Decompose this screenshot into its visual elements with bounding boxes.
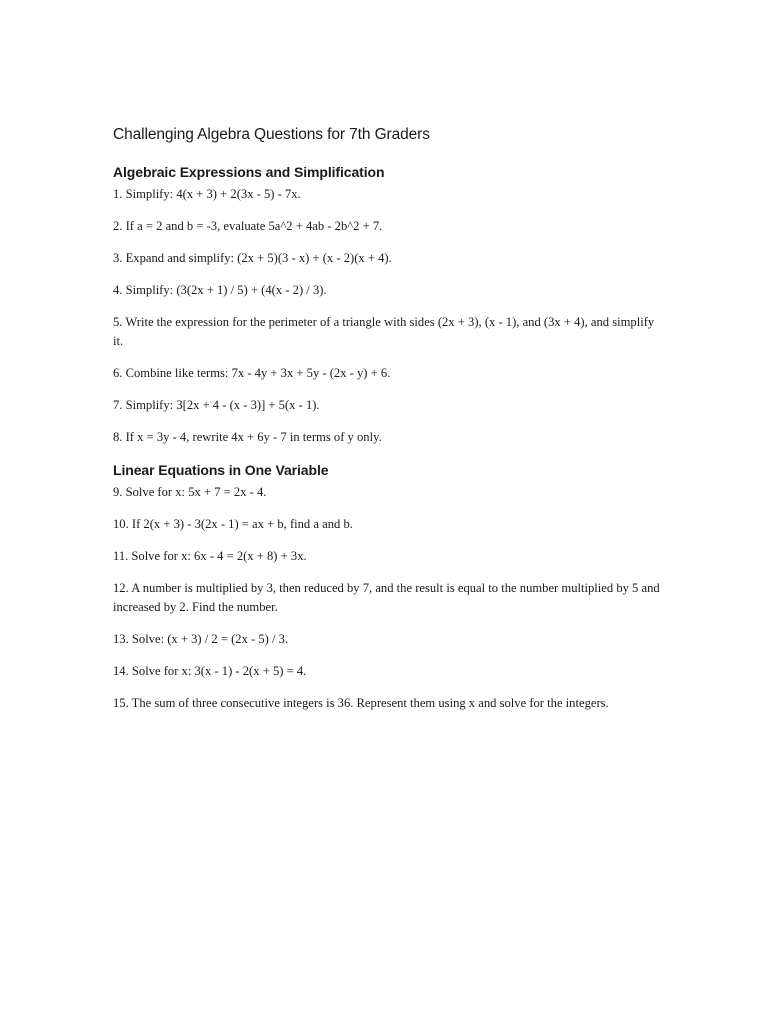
question-item: 11. Solve for x: 6x - 4 = 2(x + 8) + 3x.: [113, 549, 307, 563]
question-item: 6. Combine like terms: 7x - 4y + 3x + 5y - (2x - y) + 6.: [113, 366, 391, 380]
question-item: 7. Simplify: 3[2x + 4 - (x - 3)] + 5(x - 1).: [113, 398, 320, 412]
question-item: 8. If x = 3y - 4, rewrite 4x + 6y - 7 in terms of y only.: [113, 430, 382, 444]
question-item: 15. The sum of three consecutive integers is 36. Represent them using x and solve for the integers.: [113, 696, 609, 710]
question-item: 9. Solve for x: 5x + 7 = 2x - 4.: [113, 485, 267, 499]
question-item: 3. Expand and simplify: (2x + 5)(3 - x) + (x - 2)(x + 4).: [113, 251, 392, 265]
question-item: 2. If a = 2 and b = -3, evaluate 5a^2 + 4ab - 2b^2 + 7.: [113, 219, 383, 233]
question-item: 1. Simplify: 4(x + 3) + 2(3x - 5) - 7x.: [113, 187, 301, 201]
document-content: [113, 124, 661, 726]
section-algebraic-expressions: [113, 162, 661, 447]
question-item: 14. Solve for x: 3(x - 1) - 2(x + 5) = 4.: [113, 664, 307, 678]
document-title: Challenging Algebra Questions for 7th Graders: [113, 126, 430, 143]
question-item: 10. If 2(x + 3) - 3(2x - 1) = ax + b, find a and b.: [113, 517, 353, 531]
section-linear-equations: [113, 460, 661, 713]
question-item: 12. A number is multiplied by 3, then reduced by 7, and the result is equal to the number multiplied by 5 and increased by 2. Find the number.: [113, 581, 660, 614]
section-heading: Linear Equations in One Variable: [113, 462, 329, 478]
section-heading: Algebraic Expressions and Simplification: [113, 164, 385, 180]
question-item: 4. Simplify: (3(2x + 1) / 5) + (4(x - 2) / 3).: [113, 283, 327, 297]
question-item: 13. Solve: (x + 3) / 2 = (2x - 5) / 3.: [113, 632, 289, 646]
question-item: 5. Write the expression for the perimeter of a triangle with sides (2x + 3), (x - 1), and (3x + 4), and simplify it.: [113, 315, 655, 348]
